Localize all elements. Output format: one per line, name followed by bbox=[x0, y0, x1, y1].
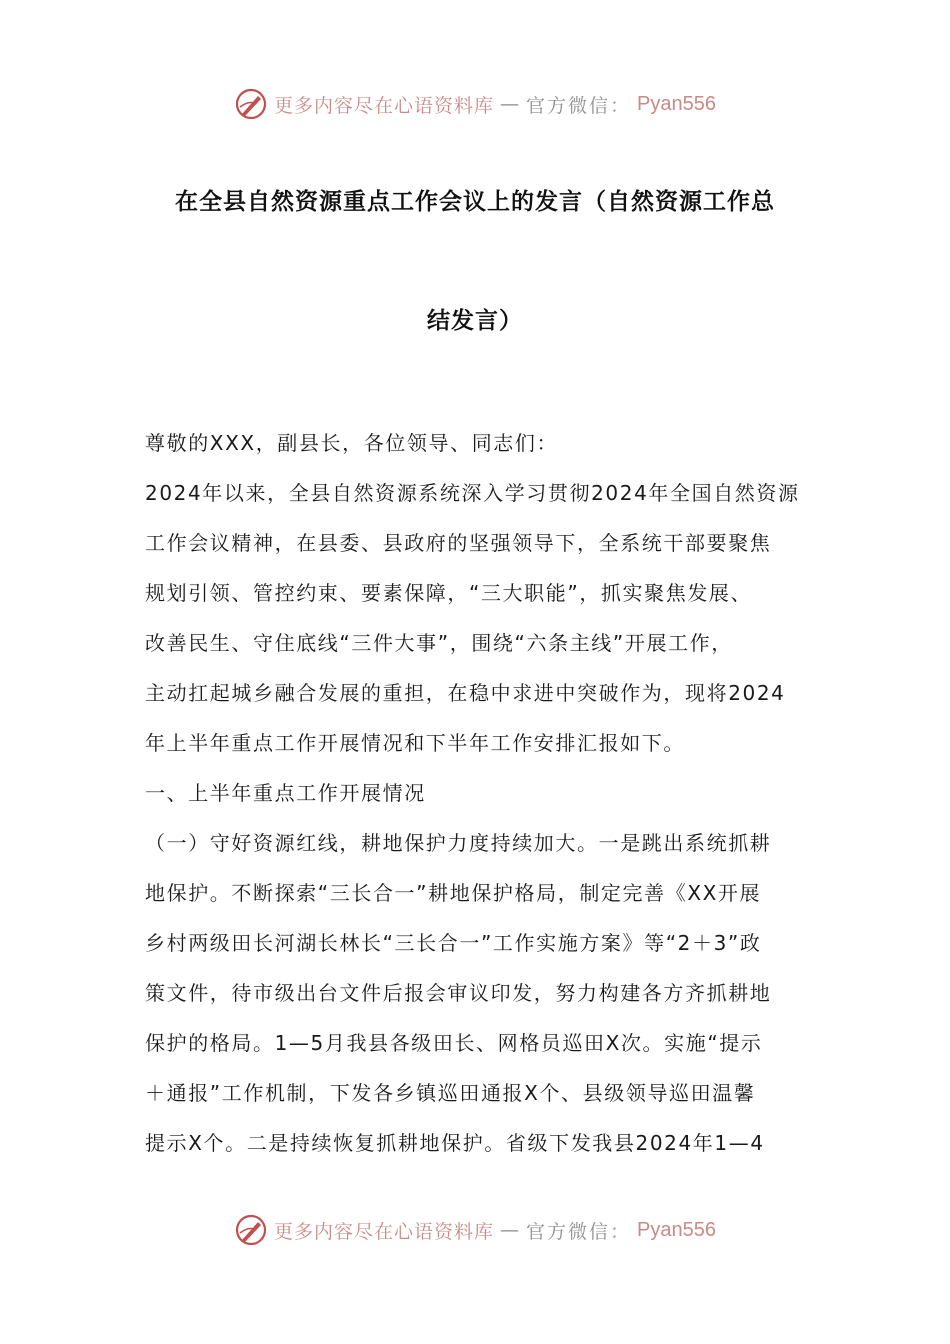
body-line: （一）守好资源红线，耕地保护力度持续加大。一是跳出系统抓耕 bbox=[145, 831, 772, 855]
watermark-id: Pyan556 bbox=[637, 92, 716, 115]
body-line: 2024年以来，全县自然资源系统深入学习贯彻2024年全国自然资源 bbox=[145, 481, 800, 505]
quill-logo-icon bbox=[234, 87, 268, 121]
body-line: 尊敬的XXX，副县长，各位领导、同志们： bbox=[145, 431, 559, 455]
document-body bbox=[145, 418, 809, 1168]
watermark-label: 官方微信： bbox=[526, 94, 632, 117]
body-line: 策文件，待市级出台文件后报会审议印发，努力构建各方齐抓耕地 bbox=[145, 981, 772, 1005]
body-line: ＋通报”工作机制，下发各乡镇巡田通报X个、县级领导巡田温馨 bbox=[145, 1081, 756, 1105]
watermark-separator: — bbox=[500, 1219, 521, 1241]
watermark-separator: — bbox=[500, 93, 521, 115]
body-line: 保护的格局。1—5月我县各级田长、网格员巡田X次。实施“提示 bbox=[145, 1031, 763, 1055]
body-text bbox=[145, 418, 809, 1168]
body-line: 年上半年重点工作开展情况和下半年工作安排汇报如下。 bbox=[145, 731, 685, 755]
watermark-text: 更多内容尽在心语资料库 bbox=[274, 94, 495, 117]
body-line: 提示X个。二是持续恢复抓耕地保护。省级下发我县2024年1—4 bbox=[145, 1131, 765, 1155]
body-line: 工作会议精神，在县委、县政府的坚强领导下，全系统干部要聚焦 bbox=[145, 531, 772, 555]
body-line: 规划引领、管控约束、要素保障，“三大职能”，抓实聚焦发展、 bbox=[145, 581, 753, 605]
quill-logo-icon bbox=[234, 1213, 268, 1247]
document-title-line-1: 在全县自然资源重点工作会议上的发言（自然资源工作总 bbox=[175, 188, 775, 215]
body-line: 改善民生、守住底线“三件大事”，围绕“六条主线”开展工作， bbox=[145, 631, 733, 655]
document-title-line-2: 结发言） bbox=[427, 307, 523, 334]
watermark-header bbox=[0, 84, 950, 124]
body-line: 地保护。不断探索“三长合一”耕地保护格局，制定完善《XX开展 bbox=[145, 881, 762, 905]
watermark-footer bbox=[0, 1210, 950, 1250]
body-line: 乡村两级田长河湖长林长“三长合一”工作实施方案》等“2＋3”政 bbox=[145, 931, 762, 955]
body-line: 主动扛起城乡融合发展的重担，在稳中求进中突破作为，现将2024 bbox=[145, 681, 786, 705]
watermark-id: Pyan556 bbox=[637, 1218, 716, 1241]
watermark-label: 官方微信： bbox=[526, 1220, 632, 1243]
section-heading: 一、上半年重点工作开展情况 bbox=[145, 781, 426, 805]
watermark-text: 更多内容尽在心语资料库 bbox=[274, 1220, 495, 1243]
